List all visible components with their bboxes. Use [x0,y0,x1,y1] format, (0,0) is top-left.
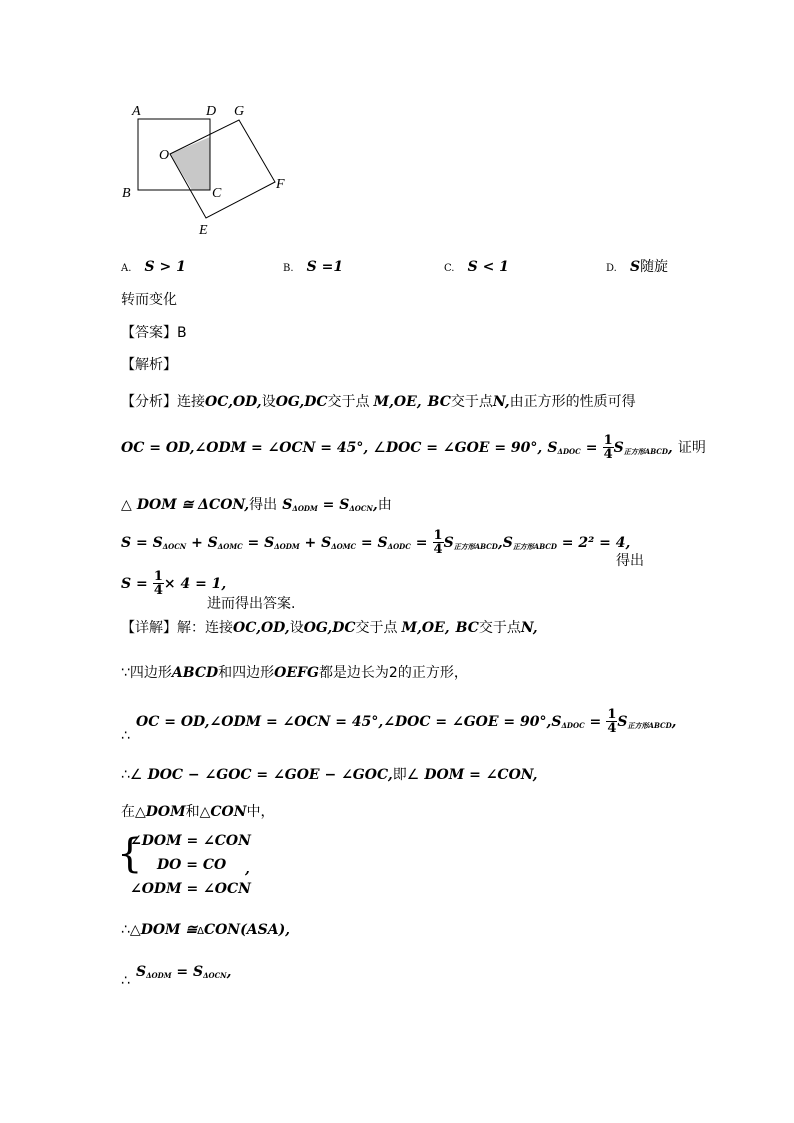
l8-therefore: ∴ [121,728,130,744]
l3-eq: = S [317,497,350,513]
l12-therefore: ∴ [121,973,130,989]
l3-triangle: △ [121,497,132,513]
l4-sub3: ΔODM [274,542,300,551]
analysis-heading: 【解析】 [121,357,177,373]
l3-comma: , [372,497,378,513]
xj-t3: 交于点 [478,620,521,636]
l3-s2-sub: ΔOCN [349,504,373,513]
shaded-overlap-region [170,137,210,190]
option-b [283,256,343,275]
l4-p6: S [443,535,454,551]
l2-frac-num: 1 [603,433,613,448]
l12-sub2: ΔOCN [203,971,227,980]
xj-t1: 设 [289,620,304,636]
analysis-line-1 [121,391,636,411]
l8-fraction [606,708,617,735]
l4-text: 得出 [616,553,644,569]
xj-head: 【详解】解：连接 [121,620,233,636]
l10-m1: DOM [145,804,186,820]
label-b: B [122,186,131,201]
l4-sub2: ΔOMC [217,542,243,551]
label-c: C [212,186,222,201]
option-a-expr: S > 1 [144,259,186,275]
l3-s1-sub: ΔODM [292,504,318,513]
label-e: E [199,223,208,238]
l2-text: 证明 [677,440,706,456]
fenxi-m5: N, [492,394,510,410]
l5-post: × 4 = 1, [163,576,227,592]
l2-fraction [603,434,614,461]
fenxi-m1: OC,OD, [205,394,262,410]
l4-sub5: ΔODC [387,542,411,551]
detail-line-5 [121,801,275,821]
l2-m1: OC = OD,∠ODM = ∠OCN = 45°, [121,440,369,456]
detail-line-6 [121,919,290,938]
label-f: F [276,177,285,192]
detail-line-2 [121,662,468,682]
geometry-figure [110,95,310,245]
option-c-letter: C. [444,263,455,274]
l5-frac-den: 4 [153,583,163,598]
xj-t2: 交于点 [355,620,398,636]
xj-m2: OG,DC [303,620,356,636]
label-g: G [234,104,245,119]
system-comma: , [245,861,250,877]
l5-frac-num: 1 [153,569,163,584]
l2-s1: S [547,440,558,456]
fenxi-head: 【分析】连接 [121,394,205,410]
option-a-letter: A. [121,263,132,274]
detail-line-4 [121,764,538,784]
l10-t3: 中， [246,804,275,820]
label-d: D [206,104,217,119]
l9-angle2: ∠ [406,767,420,783]
l9-therefore: ∴ [121,767,130,783]
l10-t1: 在△ [121,804,146,820]
detail-line-1 [121,617,538,637]
xj-m4: BC [455,620,479,636]
option-d-text: 随旋 [640,259,669,275]
option-d-letter: D. [606,263,617,274]
l9-m1: DOC − ∠GOC = ∠GOE − ∠GOC, [147,767,393,783]
fenxi-m3: M,OE, [373,394,422,410]
l9-m2: DOM = ∠CON, [424,767,538,783]
l3-t1: 得出 [249,497,278,513]
l4-sub6: 正方形ABCD [453,542,498,551]
fenxi-m4: BC [427,394,451,410]
l4-sub4: ΔOMC [331,542,357,551]
system-row-1: ∠DOM = ∠CON [130,833,251,849]
xj-m1: OC,OD, [233,620,290,636]
fenxi-m2: OG,DC [275,394,328,410]
system-brace: { [117,831,143,877]
l8-sub1: ΔDOC [561,721,585,730]
l7-t2: 都是边长为2的正方形， [318,665,468,681]
option-c [444,256,509,275]
l4-p4: = S [356,535,388,551]
fenxi-t3: 交于点 [450,394,493,410]
l3-m1: DOM ≅ ΔCON, [136,497,250,513]
l12-eq: = S [171,964,204,980]
l11-tri: Δ [197,926,204,937]
l5-text: 进而得出答案. [207,596,296,612]
l7-because: ∵四边形 [121,665,172,681]
l4-p1: + S [186,535,218,551]
l2-eq: = [585,440,598,456]
l8-eq: = [584,714,602,730]
l7-t1: 和四边形 [218,665,275,681]
l9-t1: 即 [392,767,407,783]
l7-m2: OEFG [274,665,319,681]
l2-frac-den: 4 [603,447,613,462]
l5-fraction [153,570,164,597]
fenxi-t2: 交于点 [327,394,370,410]
analysis-line-3 [121,494,392,514]
l2-s2-sub: 正方形ABCD [623,447,668,456]
l4-p5: = [410,535,428,551]
l2-angle: ∠ [373,440,386,456]
fenxi-t1: 设 [261,394,276,410]
option-d-text-cont: 转而变化 [121,292,177,308]
l11-m1: DOM ≅ [140,922,198,938]
analysis-line-4 [121,529,630,556]
detail-line-7 [136,961,231,980]
option-b-expr: S =1 [306,259,344,275]
option-c-expr: S < 1 [467,259,509,275]
option-d-expr: S [629,259,641,275]
detail-line-3 [136,708,677,735]
system-row-3: ∠ODM = ∠OCN [130,881,251,897]
l7-m1: ABCD [171,665,219,681]
option-b-letter: B. [283,263,294,274]
l8-frac-den: 4 [607,721,617,736]
l4-p2: = S [242,535,275,551]
l4-frac-den: 4 [433,542,443,557]
l3-t2: 由 [377,497,392,513]
l3-s1: S [282,497,293,513]
l8-frac-num: 1 [607,707,617,722]
analysis-line-2 [121,434,706,461]
l11-m2: CON(ASA), [203,922,291,938]
system-row-2: DO = CO [157,857,227,873]
l2-s1-sub: ΔDOC [557,447,581,456]
l9-angle: ∠ [129,767,143,783]
option-d [606,256,668,276]
answer-line: 【答案】B [121,325,187,341]
l12-comma: , [226,964,232,980]
l4-p3: + S [299,535,332,551]
l4-sub1: ΔOCN [162,542,187,551]
l10-t2: 和△ [185,804,211,820]
l4-frac-num: 1 [433,528,443,543]
l2-s2: S [613,440,624,456]
label-a: A [132,104,141,119]
l12-s1: S [136,964,147,980]
l12-sub1: ΔODM [146,971,172,980]
l4-p7: ,S [497,535,513,551]
l4-p8: = 2² = 4, [556,535,631,551]
label-o: O [159,148,170,163]
l2-comma: , [667,440,673,456]
option-a [121,256,186,275]
l11-therefore: ∴△ [121,922,141,938]
l5-pre: S = [121,576,148,592]
l8-s2: S [617,714,628,730]
l4-expr: S = S [121,535,163,551]
l4-fraction [433,529,444,556]
xj-m3: M,OE, [401,620,450,636]
l8-comma: , [671,714,677,730]
l8-m1: OC = OD,∠ODM = ∠OCN = 45°,∠DOC = ∠GOE = 90°,S [136,714,562,730]
xj-m5: N, [520,620,538,636]
l2-m2: DOC = ∠GOE = 90°, [385,440,543,456]
l10-m2: CON [210,804,247,820]
l8-s2-sub: 正方形ABCD [627,721,672,730]
l4-sub7: 正方形ABCD [512,542,557,551]
fenxi-t4: 由正方形的性质可得 [509,394,636,410]
